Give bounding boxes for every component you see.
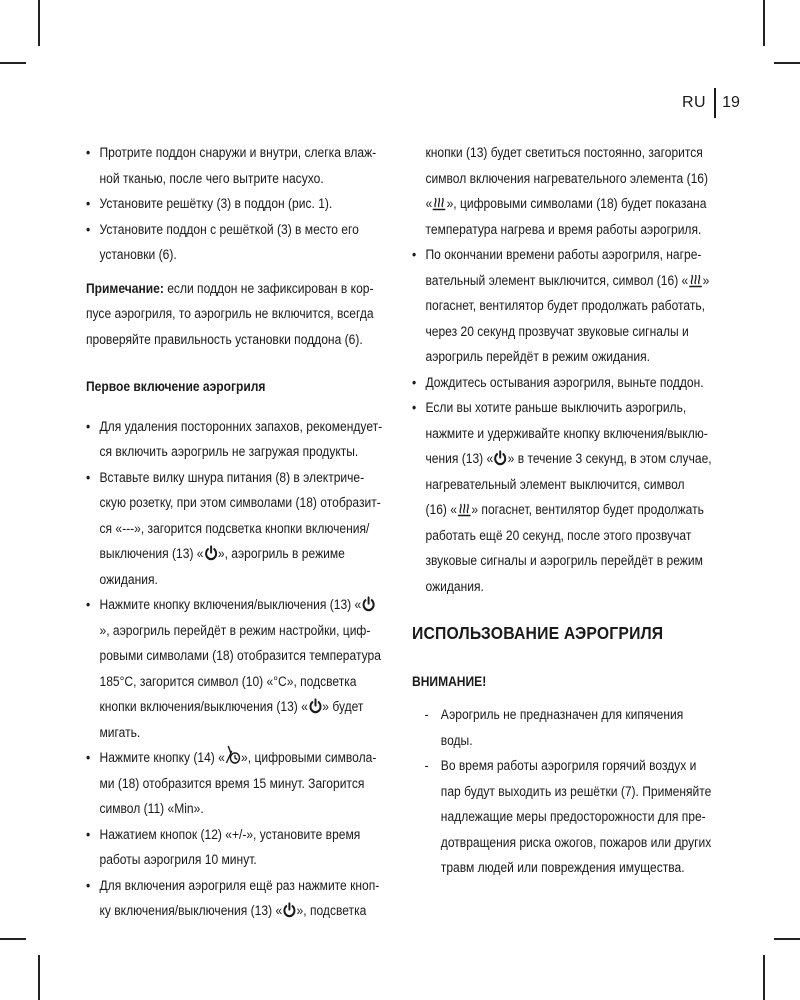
continued-text: кнопки (13) будет светиться постоянно, загорится символ включения нагревательного элемента (16) « », цифровыми символами (18) будет показана температура нагрева и время работы аэрогриля. [425,145,709,237]
list-item: • Дождитесь остывания аэрогриля, выньте поддон. [412,370,712,396]
list-item: • Нажатием кнопок (12) «+/-», установите время работы аэрогриля 10 минут. [86,822,386,873]
list-item: • По окончании времени работы аэрогриля, нагре- вательный элемент выключится, символ (16) « » погаснет, вентилятор будет продолжать работать, через 20 секунд прозвучат звуковые сигналы и аэрогриль перейдёт в режим ожидания. [412,242,712,370]
list-item: • Протрите поддон снаружи и внутри, слегка влаж- ной тканью, после чего вытрите насухо. [86,140,386,191]
list-item: • Для удаления посторонних запахов, рекомендует- ся включить аэрогриль не загружая продукты. [86,414,386,465]
list-item: - Аэрогриль не предназначен для кипячения воды. [412,702,712,753]
language-code: RU [682,94,707,111]
subheading: Первое включение аэрогриля [86,379,266,394]
heating-element-icon [688,272,702,288]
crop-mark [0,938,26,940]
timer-icon [225,745,241,765]
crop-mark [38,0,40,46]
power-button-icon [493,450,507,466]
list-item: • Установите поддон с решёткой (3) в место его установки (6). [86,217,386,268]
crop-mark [763,955,765,1000]
crop-mark [0,62,26,64]
list-item: • Если вы хотите раньше выключить аэрогриль, нажмите и удерживайте кнопку включения/выклю- чения (13) « » в течение 3 секунд, в этом случае, нагревательный элемент выключится, символ (16) « » погаснет, вентилятор будет продолжать работать ещё 20 секунд, после этого прозвучат звуковые сигналы и аэрогриль перейдёт в режим ожидания. [412,395,712,599]
heating-element-icon [432,195,446,211]
list-item: • Нажмите кнопку включения/выключения (13) « », аэрогриль перейдёт в режим настройки, циф- ровыми символами (18) отобразится температура 185°С, загорится символ (10) «°С», подсветка кнопки включения/выключения (13) « » будет мигать. [86,592,386,745]
power-button-icon [204,545,218,561]
page-number: 19 [722,94,740,111]
list-item: • Нажмите кнопку (14) « », цифровыми символа- ми (18) отобразится время 15 минут. Загорится символ (11) «Min». [86,745,386,822]
crop-mark [763,0,765,46]
power-button-icon [282,902,296,918]
note-paragraph: Примечание: если поддон не зафиксирован в кор- пусе аэрогриля, то аэрогриль не включится, всегда проверяйте правильность установки поддона (6). [86,280,374,347]
page-header [682,88,740,118]
crop-mark [774,62,800,64]
header-divider [714,88,716,118]
right-column [412,140,712,881]
note-label: Примечание: [86,280,164,296]
crop-mark [774,938,800,940]
list-item: • Вставьте вилку шнура питания (8) в электриче- скую розетку, при этом символами (18) отобразит- ся «---», загорится подсветка кнопки включения/ выключения (13) « », аэрогриль в режиме ожидания. [86,465,386,593]
list-item: - Во время работы аэрогриля горячий воздух и пар будут выходить из решётки (7). Применяйте надлежащие меры предосторожности для пре- дотвращения риска ожогов, пожаров или других травм людей или повреждения имущества. [412,753,712,881]
crop-mark [38,955,40,1000]
warning-heading: ВНИМАНИЕ! [412,673,487,689]
left-column [86,140,386,924]
section-title: ИСПОЛЬЗОВАНИЕ АЭРОГРИЛЯ [412,623,664,643]
heating-element-icon [457,501,471,517]
power-button-icon [308,698,322,714]
list-item: • Установите решётку (3) в поддон (рис. 1). [86,191,386,217]
list-item: • Для включения аэрогриля ещё раз нажмите кноп- ку включения/выключения (13) « », подсветка [86,873,386,924]
power-button-icon [361,596,375,612]
